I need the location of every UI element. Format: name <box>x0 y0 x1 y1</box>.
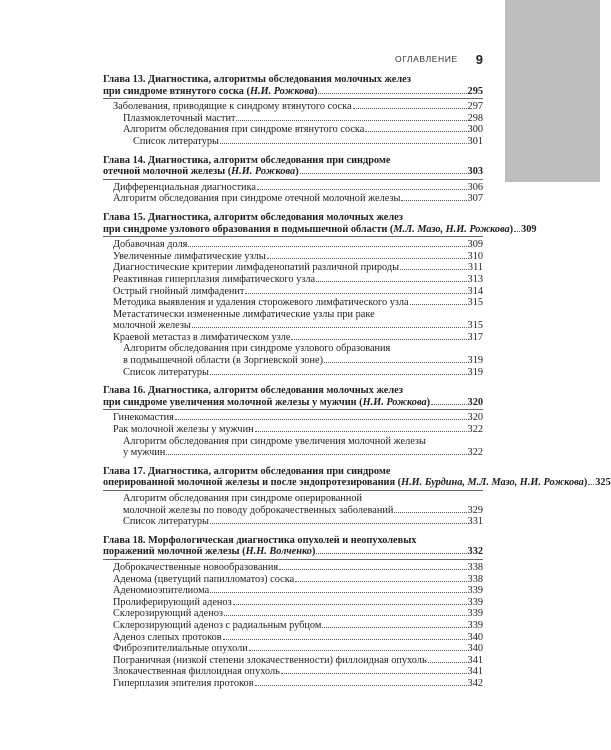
dot-leader <box>514 231 520 232</box>
toc-entry <box>103 585 483 597</box>
thumb-index-tab <box>505 0 600 182</box>
dot-leader <box>210 374 467 375</box>
chapter-title-line-text: при синдроме втянутого соска (Н.И. Рожкова) <box>103 85 318 97</box>
chapter-title-line-text: Глава 13. Диагностика, алгоритмы обследования молочных желез <box>103 74 411 85</box>
page-ref: 314 <box>467 285 483 297</box>
dot-leader <box>431 404 466 405</box>
chapter-title-line[interactable] <box>103 397 483 409</box>
page-ref: 309 <box>467 239 483 251</box>
chapter-divider <box>103 559 483 560</box>
toc-entry-line-text: у мужчин <box>123 447 166 459</box>
toc-entry-line-text: Диагностические критерии лимфаденопатий различной природы <box>113 262 399 274</box>
toc-entry <box>103 424 483 436</box>
toc-entry-line-text: молочной железы по поводу доброкачественных заболеваний <box>123 504 394 516</box>
toc-entry-line[interactable] <box>123 343 483 355</box>
toc-entry-line[interactable] <box>113 597 483 609</box>
page-ref: 331 <box>467 516 483 528</box>
toc-entry <box>103 297 483 309</box>
dot-leader <box>257 189 467 190</box>
dot-leader <box>210 523 467 524</box>
toc-chapter <box>103 74 483 148</box>
toc-entry-line[interactable] <box>123 436 483 448</box>
toc-entry-line-text: Аденома (цветущий папилломатоз) соска <box>113 573 295 585</box>
table-of-contents <box>103 74 611 690</box>
toc-entry <box>103 113 483 125</box>
toc-entry-line[interactable] <box>113 262 483 274</box>
dot-leader <box>324 362 467 363</box>
toc-entry <box>103 274 483 286</box>
toc-entry-line[interactable] <box>113 620 483 632</box>
chapter-author: Н.И. Рожкова <box>249 85 314 97</box>
page-ref: 301 <box>467 135 483 147</box>
dot-leader <box>401 200 466 201</box>
toc-entry-line-text: в подмышечной области (в Зоргиевской зоне) <box>123 355 324 367</box>
dot-leader <box>236 120 466 121</box>
toc-entry-line-text: Фиброэпителиальные опухоли <box>113 643 248 655</box>
toc-entry-line-text: Список литературы <box>133 135 219 147</box>
toc-entry-line-text: Краевой метастаз в лимфатическом узле <box>113 331 291 343</box>
page-ref: 309 <box>521 223 537 235</box>
toc-entry-line-text: Дифференциальная диагностика <box>113 181 256 193</box>
toc-entry-line-text: Увеличенные лимфатические узлы <box>113 250 266 262</box>
dot-leader <box>281 673 467 674</box>
page-ref: 320 <box>467 412 483 424</box>
dot-leader <box>410 304 467 305</box>
page-ref: 341 <box>467 654 483 666</box>
chapter-author: Н.И. Рожкова <box>362 396 427 408</box>
chapter-title-line[interactable] <box>103 86 483 98</box>
chapter-title-line-text: при синдроме увеличения молочной железы у мужчин (Н.И. Рожкова) <box>103 396 431 408</box>
page-ref: 317 <box>467 331 483 343</box>
chapter-title-line[interactable] <box>103 212 483 224</box>
toc-entry-line-text: Аденоз слепых протоков <box>113 631 222 643</box>
toc-entry-line[interactable] <box>113 182 483 194</box>
page-ref: 315 <box>467 297 483 309</box>
dot-leader <box>588 484 594 485</box>
chapter-title-line[interactable] <box>103 385 483 397</box>
chapter-title-line-text: при синдроме узлового образования в подмышечной области (М.Л. Мазо, Н.И. Рожкова) <box>103 223 514 235</box>
toc-entry-line-text: Рак молочной железы у мужчин <box>113 424 254 436</box>
toc-entry-line[interactable] <box>113 320 483 332</box>
toc-entry <box>103 655 483 667</box>
dot-leader <box>245 293 466 294</box>
page-ref: 298 <box>467 112 483 124</box>
toc-chapter <box>103 155 483 205</box>
page-ref: 297 <box>467 101 483 113</box>
dot-leader <box>223 639 467 640</box>
toc-entry-line-text: Злокачественная филлоидная опухоль <box>113 666 280 678</box>
toc-entry-line-text: Аденомиоэпителиома <box>113 585 210 597</box>
dot-leader <box>233 604 467 605</box>
toc-entry-line[interactable] <box>123 505 483 517</box>
running-head-title: ОГЛАВЛЕНИЕ <box>395 54 458 65</box>
toc-entry-line-text: Плазмоклеточный мастит <box>123 112 236 124</box>
page-ref: 339 <box>467 596 483 608</box>
toc-entry <box>103 182 483 194</box>
page-ref: 332 <box>467 546 483 558</box>
toc-entry-line-text: Пограничная (низкой степени злокачественности) филлоидная опухоль <box>113 654 427 666</box>
toc-entry <box>103 608 483 620</box>
toc-entry <box>103 262 483 274</box>
toc-entry-line[interactable] <box>123 516 483 528</box>
toc-entry <box>103 620 483 632</box>
toc-entry <box>103 332 483 344</box>
toc-entry-line[interactable] <box>123 355 483 367</box>
dot-leader <box>249 650 467 651</box>
toc-entry-line-text: Пролиферирующий аденоз <box>113 596 232 608</box>
chapter-divider <box>103 179 483 180</box>
toc-entry-line[interactable] <box>113 251 483 263</box>
dot-leader <box>175 419 467 420</box>
chapter-title-line-text: Глава 16. Диагностика, алгоритм обследования молочных желез <box>103 385 403 397</box>
dot-leader <box>353 108 467 109</box>
page-ref: 320 <box>467 396 483 408</box>
page-ref: 319 <box>467 366 483 378</box>
toc-entry-line[interactable] <box>113 332 483 344</box>
dot-leader <box>428 662 467 663</box>
toc-entry-line-text: Реактивная гиперплазия лимфатического узла <box>113 273 316 285</box>
dot-leader <box>192 327 467 328</box>
dot-leader <box>267 258 467 259</box>
chapter-title-line[interactable] <box>103 546 483 558</box>
toc-entry-line-text: Острый гнойный лимфаденит <box>113 285 245 297</box>
chapter-title-line[interactable] <box>103 166 483 178</box>
page-ref: 322 <box>467 447 483 459</box>
chapter-title-line[interactable] <box>103 74 483 86</box>
page-ref: 315 <box>467 320 483 332</box>
dot-leader <box>224 615 467 616</box>
dot-leader <box>210 592 466 593</box>
chapter-title-line[interactable] <box>103 155 483 167</box>
toc-entry-line-text: Методика выявления и удаления сторожевого лимфатического узла <box>113 297 409 309</box>
toc-entry-line[interactable] <box>113 274 483 286</box>
page-ref: 313 <box>467 273 483 285</box>
chapter-author: Н.И. Рожкова <box>231 166 296 178</box>
toc-entry-line[interactable] <box>113 193 483 205</box>
page-ref: 300 <box>467 124 483 136</box>
toc-entry-line[interactable] <box>113 562 483 574</box>
page-ref: 311 <box>467 262 483 274</box>
toc-entry-line[interactable] <box>113 632 483 644</box>
toc-entry-line-text: Список литературы <box>123 366 209 378</box>
chapter-title-line-text: Глава 14. Диагностика, алгоритм обследования при синдроме <box>103 154 391 166</box>
chapter-author: Н.И. Бурдина, М.Л. Мазо, Н.И. Рожкова <box>401 477 584 489</box>
chapter-title-line[interactable] <box>103 477 611 489</box>
toc-entry <box>103 666 483 678</box>
toc-entry <box>103 343 483 366</box>
toc-entry <box>103 101 483 113</box>
toc-entry-line[interactable] <box>123 493 483 505</box>
toc-entry-line[interactable] <box>133 136 483 148</box>
toc-chapter <box>103 385 483 459</box>
dot-leader <box>318 93 466 94</box>
toc-entry-line-text: Метастатически измененные лимфатические узлы при раке <box>113 308 375 320</box>
toc-entry-line[interactable] <box>113 574 483 586</box>
dot-leader <box>279 569 466 570</box>
page-ref: 339 <box>467 608 483 620</box>
toc-entry-line[interactable] <box>123 447 483 459</box>
chapter-divider <box>103 236 483 237</box>
chapter-author: Н.Н. Волченко <box>245 546 312 558</box>
page-ref: 342 <box>467 677 483 689</box>
page-ref: 306 <box>467 181 483 193</box>
toc-entry-line-text: Заболевания, приводящие к синдрому втянутого соска <box>113 101 352 113</box>
toc-entry-line[interactable] <box>113 585 483 597</box>
toc-entry <box>103 193 483 205</box>
toc-entry-line[interactable] <box>113 678 483 690</box>
toc-entry <box>103 251 483 263</box>
toc-entry-line[interactable] <box>113 608 483 620</box>
toc-entry <box>103 516 483 528</box>
page-ref: 307 <box>467 193 483 205</box>
toc-entry <box>103 124 483 136</box>
page-ref: 338 <box>467 573 483 585</box>
toc-entry-line[interactable] <box>113 655 483 667</box>
toc-entry-line-text: Алгоритм обследования при синдроме увеличения молочной железы <box>123 435 426 447</box>
dot-leader <box>316 553 466 554</box>
toc-entry <box>103 412 483 424</box>
chapter-title-line-text: оперированной молочной железы и после эндопротезирования (Н.И. Бурдина, М.Л. Мазо, Н.И. Рожкова) <box>103 477 588 489</box>
toc-entry <box>103 562 483 574</box>
page-ref: 340 <box>467 631 483 643</box>
page-ref: 339 <box>467 619 483 631</box>
chapter-title-line[interactable] <box>103 466 483 478</box>
toc-entry-line-text: Список литературы <box>123 516 209 528</box>
toc-entry-line-text: Алгоритм обследования при синдроме отечной молочной железы <box>113 193 401 205</box>
toc-entry-line-text: Гинекомастия <box>113 412 174 424</box>
toc-entry-line[interactable] <box>113 297 483 309</box>
toc-entry-line-text: Алгоритм обследования при синдроме оперированной <box>123 493 362 504</box>
dot-leader <box>220 143 467 144</box>
toc-chapter <box>103 465 611 528</box>
toc-entry-line[interactable] <box>113 101 483 113</box>
toc-entry-line[interactable] <box>113 412 483 424</box>
toc-entry <box>103 367 483 379</box>
page-ref: 295 <box>467 85 483 97</box>
toc-entry-line-text: Склерозирующий аденоз <box>113 608 223 620</box>
toc-entry-line-text: Доброкачественные новообразования <box>113 561 279 573</box>
toc-entry <box>103 309 483 332</box>
page-ref: 339 <box>467 585 483 597</box>
chapter-title-line[interactable] <box>103 535 483 547</box>
chapter-divider <box>103 409 483 410</box>
chapter-divider <box>103 98 483 99</box>
page-ref: 303 <box>467 166 483 178</box>
page-ref: 310 <box>467 250 483 262</box>
dot-leader <box>255 685 467 686</box>
toc-entry-line[interactable] <box>113 286 483 298</box>
toc-entry-line-text: Алгоритм обследования при синдроме втянутого соска <box>123 124 365 136</box>
toc-entry <box>103 632 483 644</box>
toc-entry <box>103 643 483 655</box>
toc-entry <box>103 436 483 459</box>
dot-leader <box>295 581 466 582</box>
toc-chapter <box>103 535 483 690</box>
toc-entry-line[interactable] <box>113 309 483 321</box>
toc-entry-line-text: Гиперплазия эпителия протоков <box>113 677 254 689</box>
page-ref: 329 <box>467 504 483 516</box>
page-ref: 341 <box>467 666 483 678</box>
page-ref: 322 <box>467 424 483 436</box>
toc-entry-line[interactable] <box>113 666 483 678</box>
page-number: 9 <box>475 51 483 67</box>
dot-leader <box>300 173 467 174</box>
dot-leader <box>291 339 466 340</box>
chapter-title-line-text: отечной молочной железы (Н.И. Рожкова) <box>103 166 299 178</box>
chapter-divider <box>103 490 483 491</box>
dot-leader <box>166 454 466 455</box>
toc-entry <box>103 286 483 298</box>
page-ref: 338 <box>467 561 483 573</box>
toc-entry <box>103 136 483 148</box>
page-ref: 319 <box>467 355 483 367</box>
chapter-title-line[interactable] <box>103 223 537 236</box>
dot-leader <box>400 269 467 270</box>
toc-entry-line-text: Добавочная доля <box>113 239 188 251</box>
toc-entry-line-text: молочной железы <box>113 320 191 332</box>
toc-entry-line[interactable] <box>123 124 483 136</box>
chapter-title-line-text: поражений молочной железы (Н.Н. Волченко) <box>103 546 316 558</box>
toc-entry <box>103 678 483 690</box>
toc-entry <box>103 493 483 516</box>
toc-entry-line[interactable] <box>113 424 483 436</box>
toc-entry <box>103 597 483 609</box>
dot-leader <box>316 281 467 282</box>
toc-entry-line-text: Алгоритм обследования при синдроме узлового образования <box>123 343 391 355</box>
page-ref: 325 <box>595 477 611 489</box>
chapter-author: М.Л. Мазо, Н.И. Рожкова <box>393 223 510 235</box>
dot-leader <box>322 627 466 628</box>
toc-entry-line[interactable] <box>113 239 483 251</box>
chapter-title-line-text: Глава 17. Диагностика, алгоритм обследования при синдроме <box>103 465 391 477</box>
dot-leader <box>365 131 466 132</box>
toc-entry <box>103 239 483 251</box>
running-head <box>0 50 483 68</box>
toc-entry-line[interactable] <box>123 113 483 125</box>
toc-entry-line[interactable] <box>113 643 483 655</box>
dot-leader <box>255 431 467 432</box>
chapter-title-line-text: Глава 15. Диагностика, алгоритм обследования молочных желез <box>103 211 403 223</box>
chapter-title-line-text: Глава 18. Морфологическая диагностика опухолей и неопухолевых <box>103 534 417 546</box>
dot-leader <box>394 512 466 513</box>
dot-leader <box>188 246 466 247</box>
toc-chapter <box>103 211 537 378</box>
toc-entry <box>103 574 483 586</box>
toc-entry-line[interactable] <box>123 367 483 379</box>
toc-entry-line-text: Склерозирующий аденоз с радиальным рубцом <box>113 619 322 631</box>
page-ref: 340 <box>467 643 483 655</box>
